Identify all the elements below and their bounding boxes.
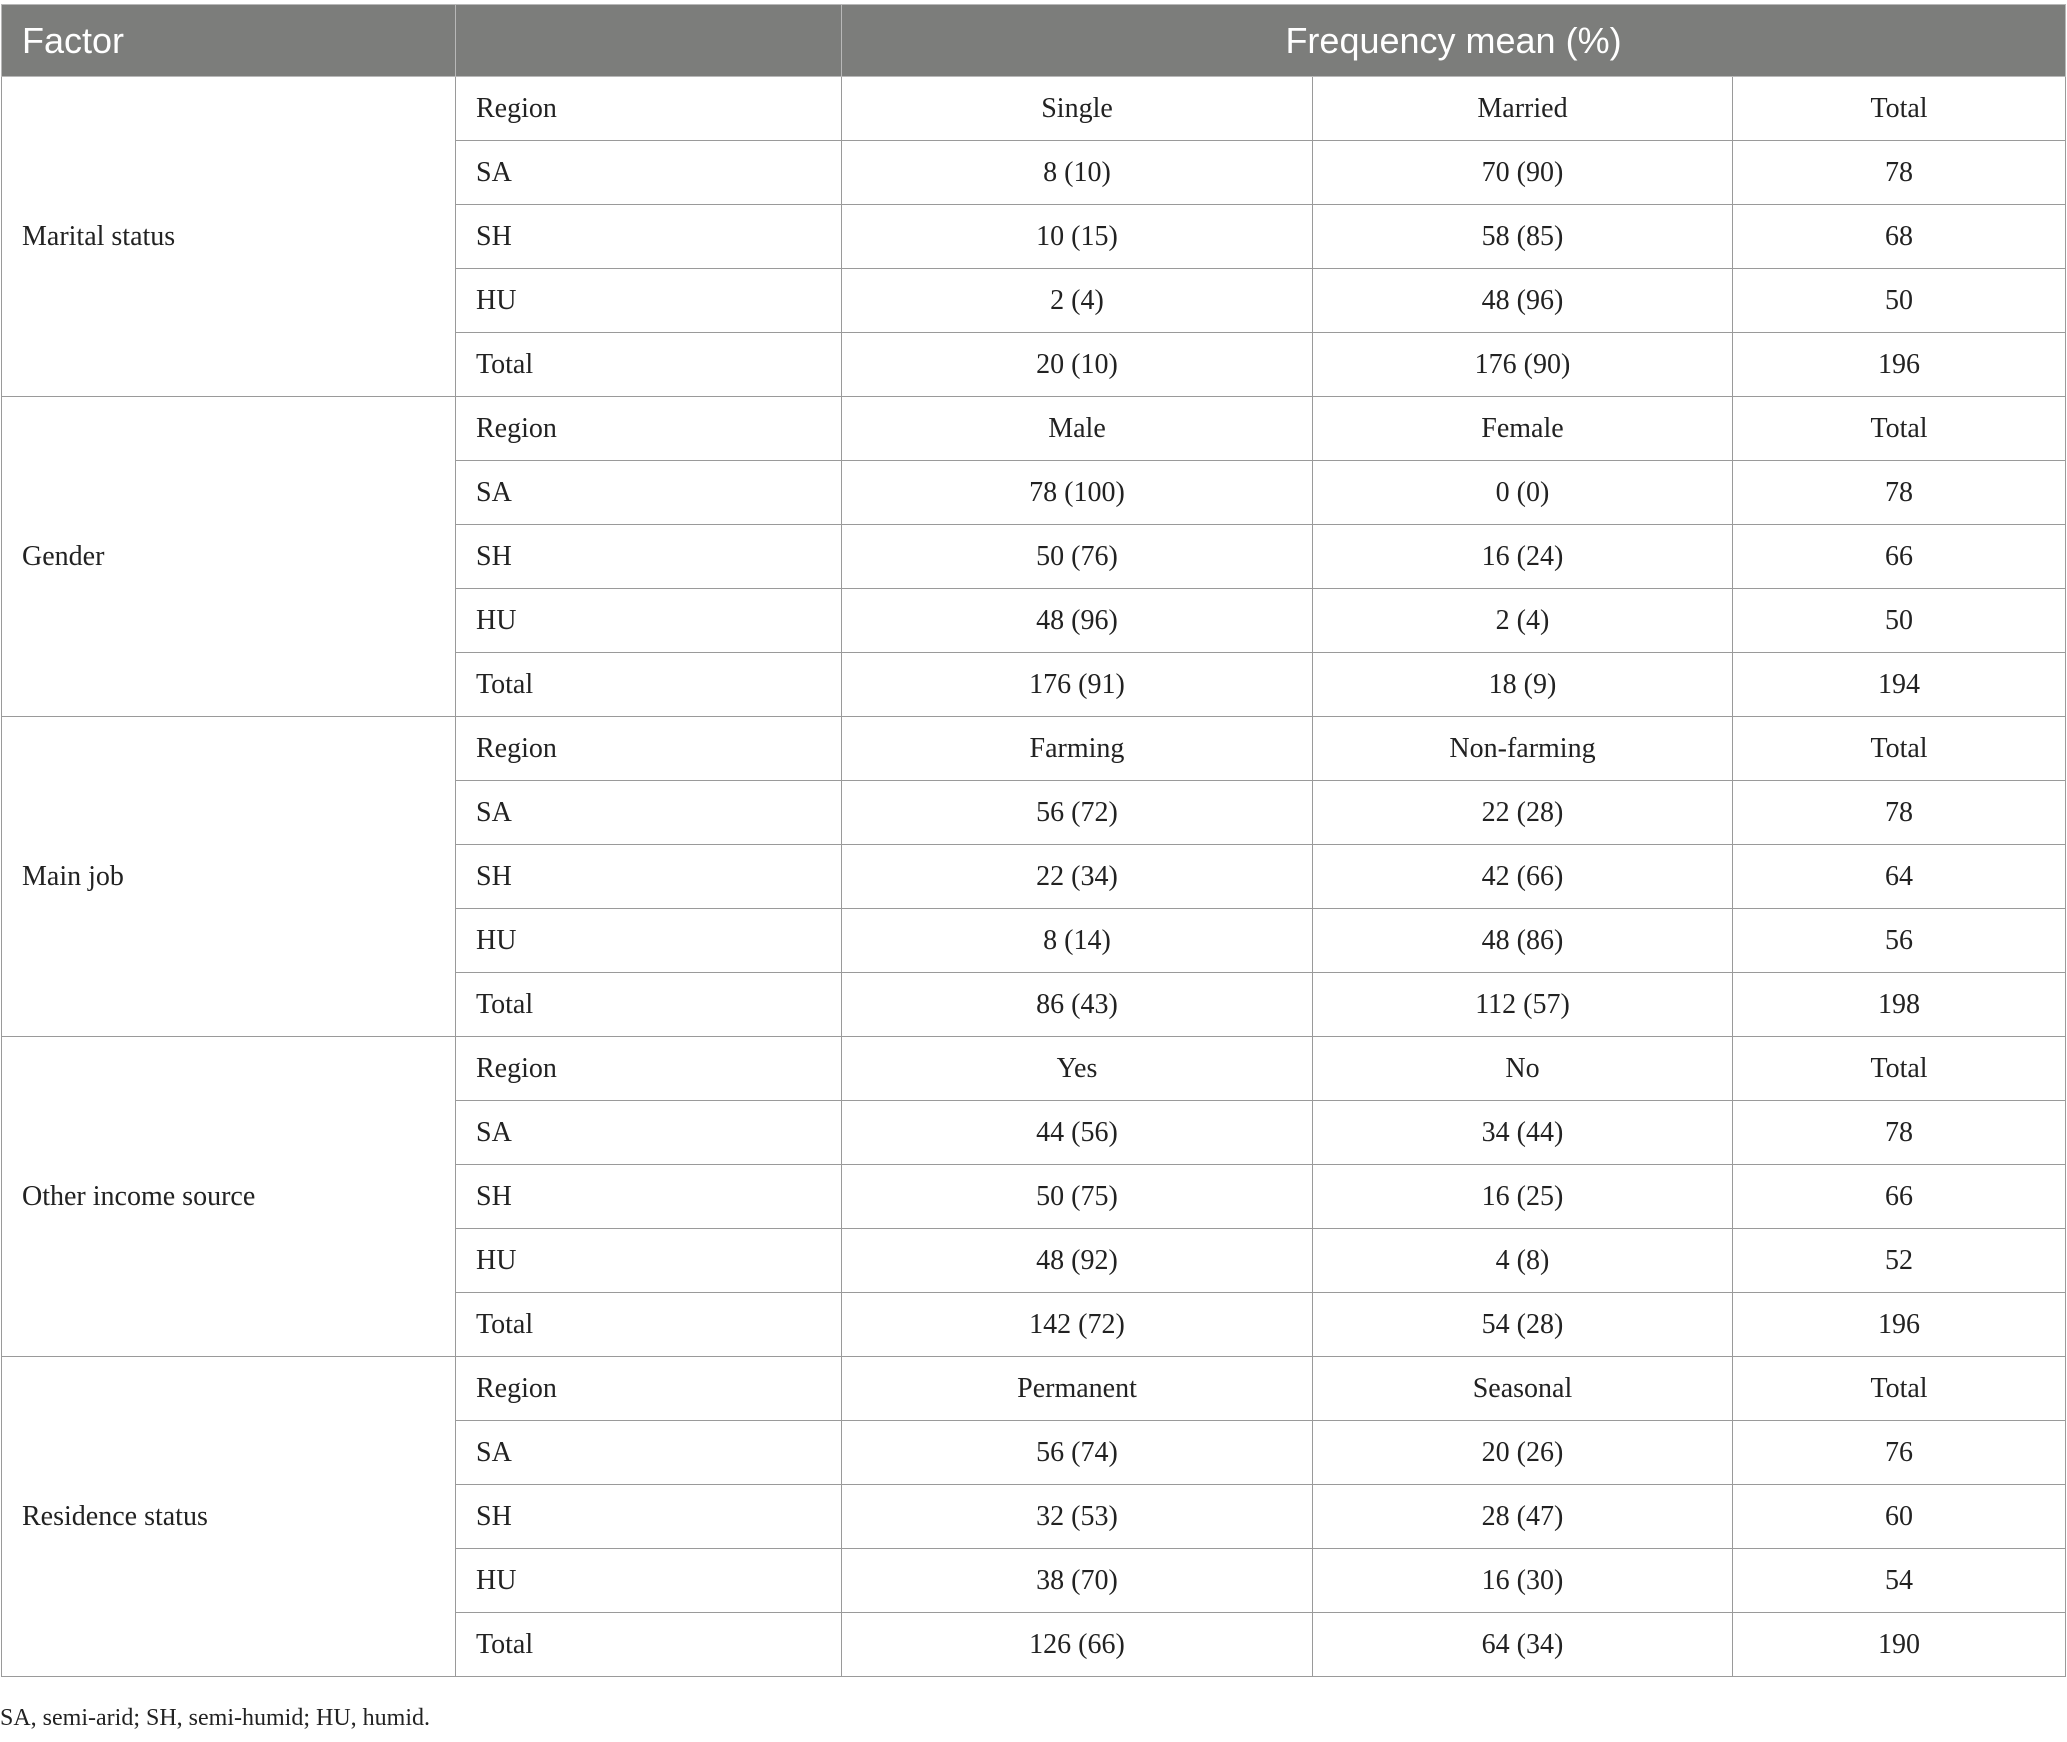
region-cell: SH (456, 1165, 842, 1229)
total-cell: 78 (1733, 141, 2066, 205)
category-b-cell: 64 (34) (1313, 1613, 1733, 1677)
region-cell: SA (456, 141, 842, 205)
total-cell: 196 (1733, 333, 2066, 397)
column-label-total: Total (1733, 1357, 2066, 1421)
header-blank (456, 5, 842, 77)
category-a-cell: 48 (96) (842, 589, 1313, 653)
category-a-cell: 32 (53) (842, 1485, 1313, 1549)
category-b-cell: 48 (86) (1313, 909, 1733, 973)
category-b-cell: 48 (96) (1313, 269, 1733, 333)
category-b-cell: 2 (4) (1313, 589, 1733, 653)
total-cell: 196 (1733, 1293, 2066, 1357)
category-b-cell: 70 (90) (1313, 141, 1733, 205)
column-label-region: Region (456, 397, 842, 461)
total-cell: 60 (1733, 1485, 2066, 1549)
region-cell: Total (456, 333, 842, 397)
group-subheader-row (2, 397, 2066, 461)
header-frequency-mean: Frequency mean (%) (842, 5, 2066, 77)
category-a-cell: 56 (72) (842, 781, 1313, 845)
total-cell: 54 (1733, 1549, 2066, 1613)
category-a-cell: 142 (72) (842, 1293, 1313, 1357)
total-cell: 76 (1733, 1421, 2066, 1485)
region-cell: HU (456, 269, 842, 333)
region-cell: Total (456, 973, 842, 1037)
region-cell: Total (456, 1613, 842, 1677)
category-a-cell: 10 (15) (842, 205, 1313, 269)
category-b-cell: 16 (25) (1313, 1165, 1733, 1229)
category-b-cell: 34 (44) (1313, 1101, 1733, 1165)
group-subheader-row (2, 1037, 2066, 1101)
category-b-cell: 176 (90) (1313, 333, 1733, 397)
header-factor: Factor (2, 5, 456, 77)
category-a-cell: 126 (66) (842, 1613, 1313, 1677)
total-cell: 68 (1733, 205, 2066, 269)
column-label-total: Total (1733, 717, 2066, 781)
table-header (2, 5, 2066, 77)
column-label-region: Region (456, 77, 842, 141)
category-a-cell: 8 (10) (842, 141, 1313, 205)
header-row (2, 5, 2066, 77)
category-b-cell: 22 (28) (1313, 781, 1733, 845)
group-subheader-row (2, 77, 2066, 141)
category-a-cell: 8 (14) (842, 909, 1313, 973)
region-cell: Total (456, 1293, 842, 1357)
column-label-region: Region (456, 717, 842, 781)
region-cell: Total (456, 653, 842, 717)
category-b-cell: 112 (57) (1313, 973, 1733, 1037)
category-b-cell: 16 (24) (1313, 525, 1733, 589)
total-cell: 66 (1733, 1165, 2066, 1229)
region-cell: HU (456, 589, 842, 653)
table-body (2, 77, 2066, 1677)
region-cell: SA (456, 781, 842, 845)
group-subheader-row (2, 717, 2066, 781)
category-b-cell: 28 (47) (1313, 1485, 1733, 1549)
column-label-category-a: Male (842, 397, 1313, 461)
category-b-cell: 0 (0) (1313, 461, 1733, 525)
category-a-cell: 78 (100) (842, 461, 1313, 525)
total-cell: 52 (1733, 1229, 2066, 1293)
category-a-cell: 50 (76) (842, 525, 1313, 589)
category-b-cell: 16 (30) (1313, 1549, 1733, 1613)
total-cell: 78 (1733, 461, 2066, 525)
category-a-cell: 2 (4) (842, 269, 1313, 333)
column-label-total: Total (1733, 397, 2066, 461)
region-cell: SH (456, 1485, 842, 1549)
category-b-cell: 4 (8) (1313, 1229, 1733, 1293)
category-a-cell: 176 (91) (842, 653, 1313, 717)
category-b-cell: 42 (66) (1313, 845, 1733, 909)
region-cell: HU (456, 909, 842, 973)
factor-cell-marital-status: Marital status (2, 77, 456, 397)
total-cell: 56 (1733, 909, 2066, 973)
category-a-cell: 22 (34) (842, 845, 1313, 909)
total-cell: 50 (1733, 269, 2066, 333)
region-cell: HU (456, 1549, 842, 1613)
total-cell: 198 (1733, 973, 2066, 1037)
factor-cell-other-income-source: Other income source (2, 1037, 456, 1357)
column-label-category-b: Seasonal (1313, 1357, 1733, 1421)
region-cell: SH (456, 525, 842, 589)
category-a-cell: 56 (74) (842, 1421, 1313, 1485)
region-cell: SH (456, 845, 842, 909)
table-footnote: SA, semi-arid; SH, semi-humid; HU, humid. (0, 1705, 430, 1731)
column-label-total: Total (1733, 77, 2066, 141)
factor-cell-gender: Gender (2, 397, 456, 717)
region-cell: SA (456, 1421, 842, 1485)
category-a-cell: 38 (70) (842, 1549, 1313, 1613)
region-cell: SA (456, 1101, 842, 1165)
total-cell: 64 (1733, 845, 2066, 909)
category-a-cell: 50 (75) (842, 1165, 1313, 1229)
total-cell: 78 (1733, 781, 2066, 845)
category-b-cell: 58 (85) (1313, 205, 1733, 269)
factor-cell-residence-status: Residence status (2, 1357, 456, 1677)
category-a-cell: 48 (92) (842, 1229, 1313, 1293)
column-label-category-a: Farming (842, 717, 1313, 781)
category-b-cell: 20 (26) (1313, 1421, 1733, 1485)
category-a-cell: 44 (56) (842, 1101, 1313, 1165)
factor-cell-main-job: Main job (2, 717, 456, 1037)
column-label-category-b: Female (1313, 397, 1733, 461)
total-cell: 50 (1733, 589, 2066, 653)
category-a-cell: 20 (10) (842, 333, 1313, 397)
column-label-category-b: Married (1313, 77, 1733, 141)
column-label-region: Region (456, 1357, 842, 1421)
region-cell: HU (456, 1229, 842, 1293)
total-cell: 66 (1733, 525, 2066, 589)
column-label-category-b: Non-farming (1313, 717, 1733, 781)
column-label-category-a: Single (842, 77, 1313, 141)
column-label-total: Total (1733, 1037, 2066, 1101)
category-b-cell: 54 (28) (1313, 1293, 1733, 1357)
column-label-category-a: Yes (842, 1037, 1313, 1101)
category-b-cell: 18 (9) (1313, 653, 1733, 717)
region-cell: SA (456, 461, 842, 525)
total-cell: 190 (1733, 1613, 2066, 1677)
total-cell: 78 (1733, 1101, 2066, 1165)
frequency-table-container (1, 4, 2065, 1677)
region-cell: SH (456, 205, 842, 269)
column-label-region: Region (456, 1037, 842, 1101)
total-cell: 194 (1733, 653, 2066, 717)
category-a-cell: 86 (43) (842, 973, 1313, 1037)
group-subheader-row (2, 1357, 2066, 1421)
frequency-table (1, 4, 2066, 1677)
column-label-category-a: Permanent (842, 1357, 1313, 1421)
column-label-category-b: No (1313, 1037, 1733, 1101)
